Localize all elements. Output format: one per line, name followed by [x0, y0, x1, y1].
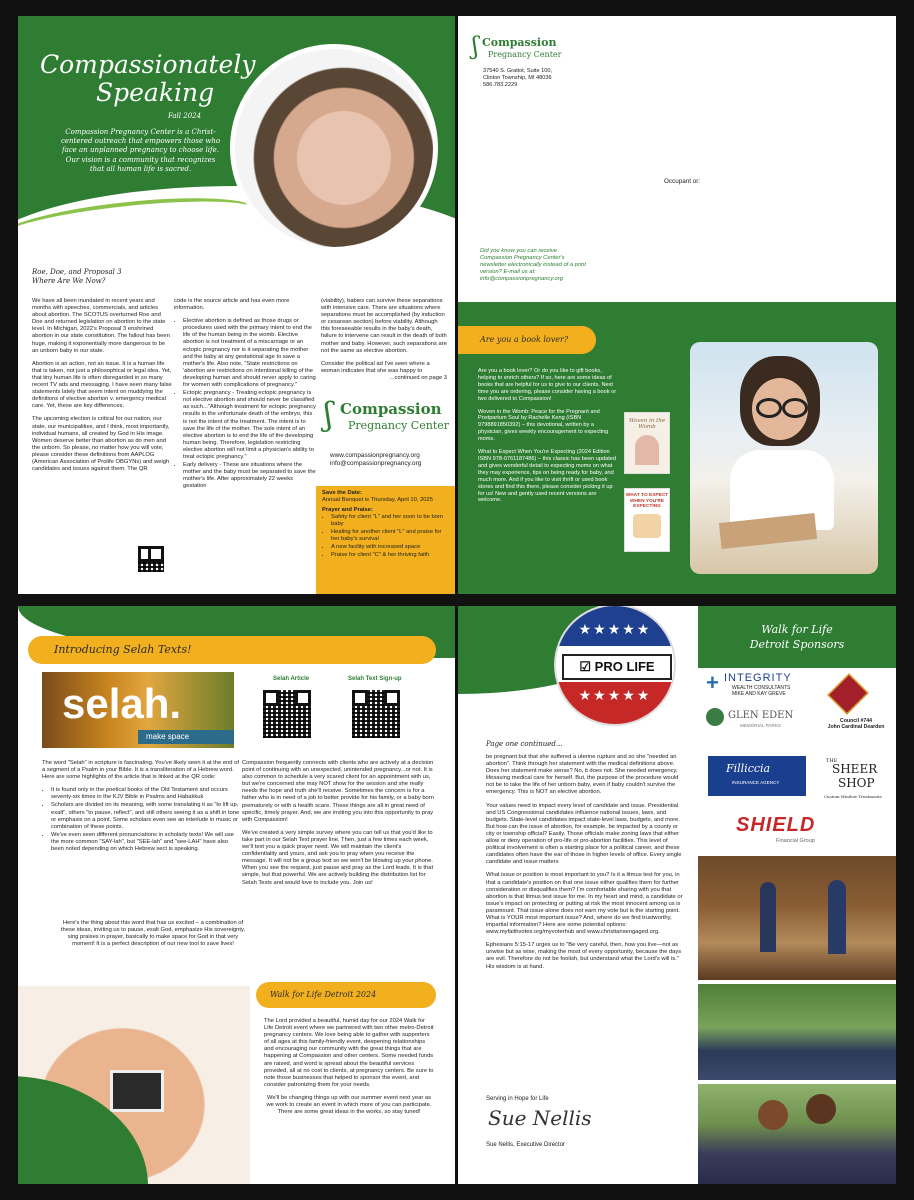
col2-intro: code is the source article and has even more information. [174, 298, 290, 312]
continued-heading: Page one continued... [486, 740, 563, 748]
integrity-logo [706, 672, 826, 700]
koc-council: Council #744 [839, 718, 872, 724]
cpc-logo-sub: Pregnancy Center [348, 419, 450, 432]
cpc-logo [322, 394, 452, 450]
selah-page [18, 606, 455, 1184]
sheer-shop-logo [820, 756, 896, 804]
selah-logo-word [62, 682, 181, 726]
integrity-sub1: WEALTH CONSULTANTS [732, 685, 791, 691]
sponsors-heading2: Detroit Sponsors [749, 638, 845, 651]
baby-photo [230, 44, 438, 252]
return-address [483, 68, 552, 88]
selah-left-col [42, 760, 242, 859]
save-date-label: Save the Date: [322, 490, 362, 496]
person-face [806, 1094, 836, 1124]
book-p2: Woven in the Womb: Peace for the Pregnant and Postpartum Soul by Rachelle Keng (ISBN 9798891850392) – this devotional, written by a physician, gives weekly encouragement to expecting moms. [478, 408, 609, 443]
book2-title: WHAT TO EXPECT WHEN YOU'RE EXPECTING [625, 493, 669, 510]
integrity-sub2: MIKE AND KAY GREVE [732, 691, 786, 697]
mailer-logo-name: Compassion [482, 36, 557, 49]
book-text [478, 368, 618, 510]
book-cover-woven [624, 412, 670, 474]
closing: Serving in Hope for Life [486, 1096, 549, 1102]
badge-check-icon: ☑ [579, 659, 592, 674]
continued-text [486, 754, 686, 977]
ultrasound-image [110, 1070, 164, 1112]
book1-art [635, 435, 659, 465]
filliccia-logo [708, 756, 806, 796]
article-heading [32, 268, 122, 286]
integrity-plus-icon: + [706, 670, 719, 695]
girl-reading-photo [690, 342, 878, 574]
cover-mission: Compassion Pregnancy Center is a Christ-centered outreach that empowers those who face an unplanned pregnancy to choose life. Our vision is a community that recognizes that all human life is sacred. [60, 128, 221, 173]
sidebar-box [316, 486, 455, 594]
sheer-word: SHEER [832, 762, 878, 776]
glen-eden-sub: MEMORIAL PARKS [740, 723, 781, 728]
selah-heading: Introducing Selah Texts! [28, 636, 436, 664]
walk-text [264, 1018, 434, 1122]
walk-event-photo-stage [698, 856, 896, 980]
continued-p1: be pregnant but that she suffered a uterine rupture and so she "needed an abortion". Think through her statement with the medical definitions above. Does her statement make sense? No, it does not. She needed emergency, lifesaving medical care for herself. But, the purpose of the procedure would not be to take the life of her unborn baby, even if baby couldn't survive the emergency. This is NOT an elective abortion. [486, 754, 679, 796]
col2-item-ectopic: • Ectopic pregnancy - Treating ectopic pregnancy is not elective abortion and should never be classified as such..."Although treatment for ectopic pregnancy results in the unfortunate death of the embryo, this is not the intent of the treatment. The intent is to save the life of the mother. The sole intent of an elective abortion is to end the life of the developing human being. Therefore, legislation restricting elective abortion will not limit a physician's ability to treat ectopic pregnancy." [183, 390, 317, 461]
continued-p3: What issue or position is most important to you? Is it a litmus test for you, in that a candidate's position on that one issue either qualifies them for further consideration or disqualifies them? I'm comfortable sharing with you that abortion is that litmus test issue for me. In my heart and mind, a candidate or issue's impact on protecting or putting at risk the most innocent among us is paramount. That issue alone does not earn my vote but is the starting point. What is YOUR most important issue? And, where do we find trustworthy, impartial information? Here are some potential options: www.myfaithvotes.org/myvoterhub and www.christiansengaged.org. [486, 872, 683, 936]
col1-p2: Abortion is an action, not an issue. It is a human life that is taken, not just a philosophical or legal idea. Yet, that tiny human life is often disregarded in so many recent TV ads and messaging. I have seen many false statements lately that seem intent on muddying the definitions of elective abortion v. emergency medical care. Yet, these are key differences. [32, 360, 172, 410]
filliccia-sub: INSURANCE AGENCY [732, 780, 780, 785]
continued-page [458, 606, 896, 1184]
cpc-logo-name: Compassion [340, 400, 442, 418]
badge-label: PRO LIFE [594, 659, 655, 674]
speaker-figure [828, 880, 846, 954]
selah-right-p1: Compassion frequently connects with clients who are actively at a decision point of continuing with an unexpected, unintended pregnancy...or not. It is also common to schedule a very scared client for an appointment with us, but we're concerned she may NOT show for the session and she really needs the hope and truth she'll receive. Sometimes the concern is for a father who is in need of a job to better provide for his family, or a baby born prematurely or with a health scare. These things are all in great need of specific, timely prayer. And, we are inviting you into this opportunity to pray with Compassion! [242, 760, 434, 823]
walk-p2: We'll be changing things up with our summer event next year as we work to create an event in which more of you can participate. There are some great ideas in the works, so stay tuned! [266, 1094, 432, 1116]
book-cover-what-to-expect [624, 488, 670, 552]
cover-issue: Fall 2024 [168, 112, 202, 120]
koc-text [816, 718, 896, 730]
col1-p3: The upcoming election is critical for our nation, our state, our municipalities, and I think, most importantly, individual humans, all created by God in His image. Women deserve better than abortion as do men and the unborn. So please, no matter how you will vote, please consider these definitions from AAPLOG (American Association of Prolife OBGYNs) and weigh candidates and issues against them. The QR [32, 416, 170, 473]
article-heading-line2: Where Are We Now? [32, 277, 106, 285]
save-date-text: Annual Banquet is Thursday, April 10, 2025 [322, 497, 433, 503]
glasses-left-icon [756, 398, 782, 418]
book-p1: Are you a book lover? Or do you like to gift books, helping to enrich others? If so, here are some ideas of books that are helpful for us to give to our clients. Next time you are ordering, please consider having a book or two delivered to Compassion! [478, 368, 617, 402]
col2-item-elective: • Elective abortion is defined as those drugs or procedures used with the primary intent to end the life of the human being in the womb. Elective abortion is not treatment of a miscarriage or an ectopic pregnancy nor is it separating the mother and the baby at any gestational age to save a mother's life. Also note, "State restrictions on 'abortion are restrictions on intentional killing of the developing human and should never apply to caring for women with complications of pregnancy." [183, 318, 317, 389]
selah-logo-banner [42, 672, 234, 748]
col3-p1: (viability), babies can survive these separations with intensive care. There are situations where separations must be accomplished (by induction or cesarean section) before viability. Although this foreseeable results in the baby's death, failure to intervene can result in the death of both mother and baby. However, such separations are not the same as elective abortion. [321, 298, 447, 354]
selah-article-qr-code[interactable] [263, 690, 311, 738]
book1-title: Woven in the Womb [628, 418, 666, 430]
occupant-label: Occupant or: [664, 178, 701, 185]
selah-left-item: • We've even seen different pronunciations in scholarly texts! We will use the more common "SAY-lah", but "SEE-lah" and "see-LAH" have also been noted depending on which Hebrew sect is speaking. [51, 832, 242, 853]
signer: Sue Nellis, Executive Director [486, 1142, 566, 1148]
col3-p2: Consider the political ad I've seen where a woman indicates that she was happy to [321, 360, 430, 374]
badge-stars-top-icon: ★★★★★ [556, 606, 674, 646]
walk-heading: Walk for Life Detroit 2024 [256, 982, 436, 1008]
selah-right-col [242, 760, 438, 893]
article-heading-line1: Roe, Doe, and Proposal 3 [32, 268, 122, 276]
selah-logo-text: selah. [62, 680, 182, 727]
selah-left-item: • It is found only in the poetical books of the Old Testament and occurs seventy-six times in the KJV Bible in Psalms and Habakkuk [51, 787, 242, 801]
glen-eden-logo [706, 708, 816, 734]
selah-logo-tag: make space [138, 730, 234, 744]
shield-logo [736, 814, 856, 852]
newsletter-note: Did you know you can receive Compassion Pregnancy Center's newsletter electronically instead of a print version? E-mail us at: info@compassionpregnancy.org [480, 248, 587, 282]
prayer-item: • Safety for client "L" and her soon to be born baby [331, 514, 449, 528]
sheer-sub: Custom Window Treatments [824, 794, 882, 799]
qr1-label: Selah Article [273, 676, 310, 682]
selah-left-item: • Scholars are divided on its meaning, with some translating it as "to lift up, exalt", others "to pause, reflect", and still others seeing it as a shift in tone or emphasis on a point. Some scholars even see an interlude in music or combination of these points. [51, 802, 242, 830]
mailer-logo-mark-icon: ʃ [472, 32, 479, 60]
cover-title-line1: Compassionately [40, 50, 256, 79]
continued-p4: Ephesians 5:15-17 urges us to "Be very careful, then, how you live—not as unwise but as wise, making the most of every opportunity, because the days are evil. Therefore do not be foolish, but understand what the Lord's will is." His wisdom is at hand. [486, 942, 682, 970]
sheer-the: THE [826, 758, 838, 764]
integrity-name: INTEGRITY [724, 672, 792, 684]
sponsors-title [698, 606, 896, 652]
aaplog-qr-code[interactable] [138, 546, 164, 572]
selah-right-p2: We've created a very simple survey where you can tell us that you'd like to take part in our Selah Text prayer line. Then, just a few times each week, we'll text you a quick prayer need. We will maintain the client's confidentiality and yours, and ask you to pray when you receive the message. It will not be a group text so we won't be blowing up your phone. When you see the request, just pause and pray as the Lord leads. It is that simple, but that powerful. We are actively building the distribution list for Selah Texts and would love to include you. Join us! [242, 829, 434, 886]
continued-note: ...continued on page 3 [389, 374, 447, 381]
glen-eden-name: GLEN EDEN [728, 710, 794, 721]
email-link[interactable]: info@compassionpregnancy.org [330, 460, 422, 467]
shop-word: SHOP [838, 776, 875, 790]
article-col3 [321, 298, 447, 382]
badge-text [562, 654, 672, 680]
cover-page [18, 16, 455, 594]
mailer-logo-sub: Pregnancy Center [488, 50, 562, 59]
person-face [758, 1100, 788, 1130]
website-link[interactable]: www.compassionpregnancy.org [330, 452, 420, 459]
selah-left-outro: Here's the thing about this word that has us excited – a combination of these ideas, inviting us to pause, exalt God, emphasize His sovereignty, sing praises in prayer, basically to make space for God in that very moment! It is a perfect description of our new tool to save lives! [60, 920, 246, 948]
book2-art [633, 514, 661, 538]
speaker-figure [760, 882, 776, 952]
prayer-label: Prayer and Praise: [322, 507, 373, 513]
sponsors-heading1: Walk for Life [761, 623, 833, 636]
koc-name: John Cardinal Dearden [827, 724, 885, 731]
article-col1 [32, 298, 172, 479]
article-col2 [174, 298, 317, 491]
phone: 586.783.2229 [483, 81, 518, 88]
badge-stars-bottom-icon: ★★★★★ [556, 682, 674, 724]
knights-of-columbus-emblem-icon [827, 673, 869, 715]
col2-item-early-delivery: • Early delivery - These are situations where the mother and the baby must be separated to save the mother's life. After approximately 22 weeks gestation [183, 462, 317, 490]
glasses-right-icon [782, 398, 808, 418]
continued-p2: Your values need to impact every level of candidate and issue. Presidential and US Congressional candidates influence national issues, laws, and budgets. State-level candidates impact state-level laws, budgets, and more. But how can the issue of abortion, for example, be impacted by a county or city or township official? Easily. Those officials make zoning laws that either allow or deny operation of pro-life or pro-abortion facilities. This level of political involvement is often a starting place for a political career, and these candidates often have the ear of those in higher levels of office. Every single candidate and issue matters [486, 802, 682, 866]
shield-sub: Financial Group [776, 838, 815, 844]
mailer-page [458, 16, 896, 594]
col1-p1: We have all been inundated in recent years and months with speeches, commercials, and articles about abortion. The SCOTUS overturned Roe and Doe and returned legislation on abortion to the state level. In Michigan, 2022's Proposal 3 enshrined abortion in our state constitution. The fallout has been huge, making it exponentially more dangerous to be an unborn baby in our state. [32, 298, 170, 354]
address-line2: Clinton Township, MI 48036 [483, 74, 552, 81]
glen-eden-tree-icon [706, 708, 724, 726]
book-p3: What to Expect When You're Expecting (2024 Edition ISBN 978-0761187486) – this classic has been updated and gives wonderful detail to expecting moms on what they may experience, tips on being ready for baby, and much more. And if you like to visit thrift or used book stores and find this there, please consider picking it up for us! New and gently used recent versions are welcome. [478, 449, 616, 504]
selah-left-intro: The word "Selah" in scripture is fascinating. You've likely seen it at the end of a segment of a Psalm in your Bible. It is a transliteration of a Hebrew word. Here are some highlights of the article that is linked at the QR code: [42, 760, 239, 781]
prayer-item: • Praise for client "C" & her thriving faith [331, 552, 449, 559]
prayer-item: • A new facility with increased space [331, 544, 449, 551]
selah-signup-qr-code[interactable] [352, 690, 400, 738]
filliccia-name: Filliccia [726, 762, 771, 775]
sponsors-header [698, 606, 896, 668]
contact-block [330, 452, 421, 468]
address-line1: 37540 S. Gratiot, Suite 100, [483, 68, 553, 74]
walk-p1: The Lord provided a beautiful, humid day for our 2024 Walk for Life Detroit event where we partnered with two other metro-Detroit pregnancy centers. We love being able to gather with supporters of all ages at this family-friendly event, deepening relationships and encouraging our community with the great things that are happening at Compassion and other centers. Some needed funds are raised, and word is spread about the beautiful services provided, all at no cost to clients, at pregnancy centers. Be sure to note those businesses that helped to sponsor the event, and consider patronizing them for your needs. [264, 1018, 434, 1088]
prayer-item: • Healing for another client "L" and praise for her baby's survival [331, 529, 449, 543]
walk-event-photo-crowd [698, 984, 896, 1080]
shield-name: SHIELD [736, 814, 816, 836]
book-heading: Are you a book lover? [458, 326, 596, 354]
cpc-logo-mark-icon: ʃ [324, 395, 333, 433]
pro-life-badge [556, 606, 674, 724]
cover-title-line2: Speaking [96, 78, 215, 107]
walk-event-photo-friends [698, 1084, 896, 1184]
qr2-label: Selah Text Sign-up [348, 676, 402, 682]
signature: Sue Nellis [488, 1106, 592, 1130]
